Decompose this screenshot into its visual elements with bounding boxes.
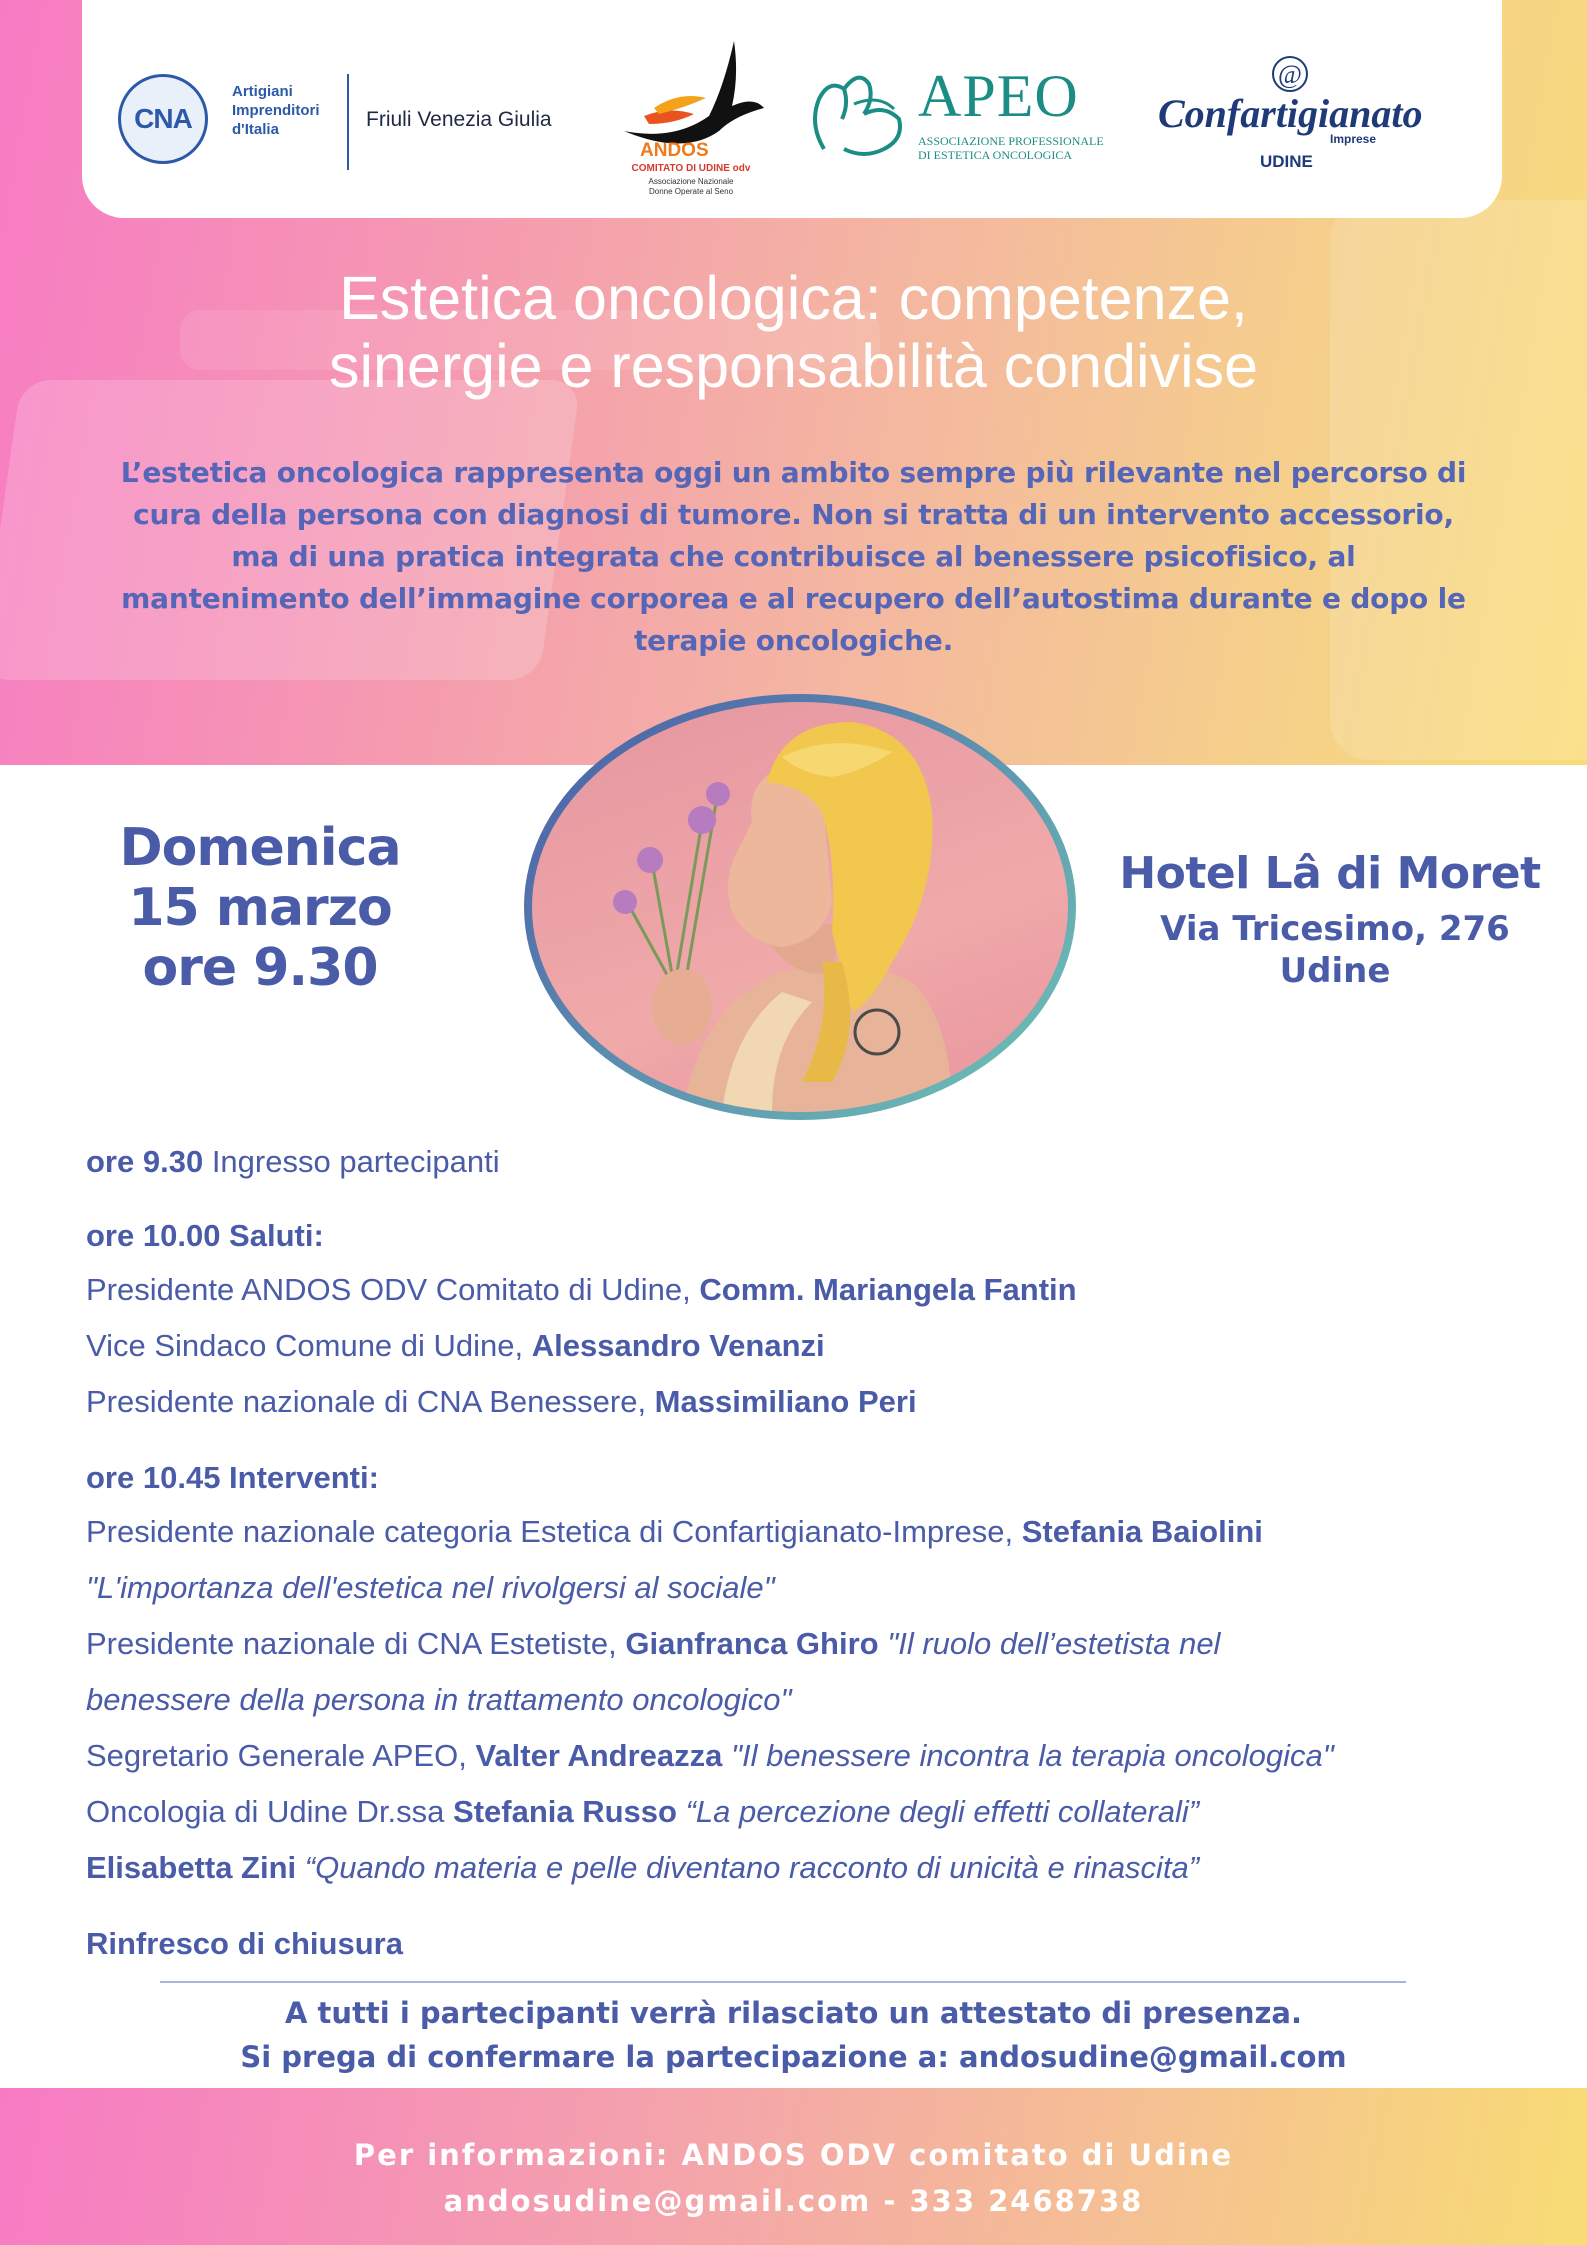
- program-item: [86, 1624, 1546, 1664]
- venue-city: Udine: [1279, 951, 1391, 991]
- footer-info: Per informazioni: ANDOS ODV comitato di Udine: [353, 2138, 1234, 2172]
- andos-desc-line: Donne Operate al Seno: [648, 187, 734, 196]
- speaker-role: Presidente nazionale di CNA Benessere,: [86, 1384, 655, 1419]
- program-item: [86, 1736, 1546, 1776]
- event-date: [70, 818, 450, 998]
- speaker-role: Presidente nazionale di CNA Estetiste,: [86, 1626, 626, 1661]
- speaker-role: Presidente ANDOS ODV Comitato di Udine,: [86, 1272, 700, 1307]
- venue-name: Hotel Lâ di Moret: [1119, 848, 1541, 899]
- speaker-role: Segretario Generale APEO,: [86, 1738, 476, 1773]
- speaker-name: Gianfranca Ghiro: [625, 1626, 879, 1661]
- cna-region: Friuli Venezia Giulia: [366, 108, 552, 131]
- section-heading: ore 10.45 Interventi:: [86, 1460, 379, 1495]
- program-item: [86, 1792, 1546, 1832]
- apeo-subtitle: [918, 134, 1104, 162]
- program-closing: [86, 1924, 1546, 1964]
- confartigianato-imprese: Imprese: [1330, 132, 1377, 146]
- footer-banner: [0, 2088, 1587, 2245]
- event-time: ore 9.30: [142, 938, 378, 998]
- event-day: Domenica: [119, 818, 401, 878]
- apeo-name: APEO: [918, 63, 1079, 129]
- rsvp-notice: Si prega di confermare la partecipazione a: andosudine@gmail.com: [240, 2040, 1347, 2074]
- title-line: sinergie e responsabilità condivise: [328, 332, 1259, 400]
- at-icon: @: [1272, 56, 1308, 92]
- woman-with-flowers-photo: [524, 694, 1076, 1120]
- event-date-text: 15 marzo: [128, 878, 392, 938]
- speaker-name: Comm. Mariangela Fantin: [699, 1272, 1077, 1307]
- program-item: [86, 1382, 1546, 1422]
- program-time: ore 9.30: [86, 1144, 204, 1179]
- program-text: Ingresso partecipanti: [203, 1144, 500, 1179]
- program-item: [86, 1326, 1546, 1366]
- andos-subtitle: COMITATO DI UDINE odv: [631, 163, 751, 174]
- program-item: [86, 1512, 1546, 1552]
- intro-paragraph: L’estetica oncologica rappresenta oggi un ambito sempre più rilevante nel percorso di cura della persona con diagnosi di tumore. Non si tratta di un intervento accessorio, ma di una pratica integrata che contribuisce al benessere psicofisico, al mantenimento dell’immagine corporea e al recupero dell’autostima durante e dopo le terapie oncologiche.: [120, 456, 1467, 657]
- speaker-role: Oncologia di Udine Dr.ssa: [86, 1794, 454, 1829]
- hands-icon: [804, 64, 914, 164]
- venue-street: Via Tricesimo, 276: [1160, 909, 1510, 949]
- cna-logo: [118, 74, 208, 164]
- program-heading: [86, 1216, 1546, 1256]
- speaker-name: Massimiliano Peri: [654, 1384, 917, 1419]
- section-heading: ore 10.00 Saluti:: [86, 1218, 324, 1253]
- program-item: [86, 1270, 1546, 1310]
- confartigianato-name: Confartigianato: [1158, 91, 1423, 136]
- speaker-role: Vice Sindaco Comune di Udine,: [86, 1328, 532, 1363]
- speaker-name: Stefania Russo: [453, 1794, 677, 1829]
- speaker-name: Elisabetta Zini: [86, 1850, 297, 1885]
- speaker-name: Valter Andreazza: [475, 1738, 723, 1773]
- apeo-sub-line: DI ESTETICA ONCOLOGICA: [918, 148, 1072, 162]
- andos-name: ANDOS: [640, 140, 709, 161]
- program-item: [86, 1568, 1546, 1608]
- cna-mark: CNA: [134, 103, 192, 134]
- talk-title: "L'importanza dell'estetica nel rivolgersi al sociale": [86, 1570, 775, 1605]
- andos-desc-line: Associazione Nazionale: [648, 177, 734, 186]
- apeo-sub-line: ASSOCIAZIONE PROFESSIONALE: [918, 134, 1104, 148]
- venue-address: [1085, 908, 1585, 992]
- speaker-role: Presidente nazionale categoria Estetica di Confartigianato-Imprese,: [86, 1514, 1022, 1549]
- cna-logo-text: [232, 82, 320, 139]
- footer-contact: andosudine@gmail.com - 333 2468738: [443, 2184, 1144, 2218]
- page-title: [0, 264, 1587, 400]
- speaker-name: Alessandro Venanzi: [531, 1328, 825, 1363]
- portrait-illustration: [532, 702, 1068, 1112]
- talk-title: “La percezione degli effetti collaterali”: [676, 1794, 1200, 1829]
- talk-title: "Il ruolo dell’estetista nel: [878, 1626, 1221, 1661]
- confartigianato-city: UDINE: [1260, 152, 1313, 171]
- talk-title: "Il benessere incontra la terapia oncologica": [722, 1738, 1334, 1773]
- cna-line: d'Italia: [232, 121, 279, 138]
- program-item: [86, 1848, 1546, 1888]
- talk-title: “Quando materia e pelle diventano racconto di unicità e rinascita”: [296, 1850, 1200, 1885]
- speaker-name: Stefania Baiolini: [1021, 1514, 1263, 1549]
- talk-title: benessere della persona in trattamento oncologico": [86, 1682, 792, 1717]
- program-heading: [86, 1458, 1546, 1498]
- cna-line: Imprenditori: [232, 102, 320, 119]
- title-line: Estetica oncologica: competenze,: [339, 264, 1248, 332]
- closing-text: Rinfresco di chiusura: [86, 1926, 403, 1961]
- cna-line: Artigiani: [232, 83, 293, 100]
- program-item: [86, 1142, 1546, 1182]
- photo-inner: [532, 702, 1068, 1112]
- divider: [160, 1981, 1406, 1983]
- divider: [347, 74, 349, 170]
- attendance-notice: A tutti i partecipanti verrà rilasciato un attestato di presenza.: [285, 1996, 1302, 2030]
- andos-description: [616, 177, 766, 197]
- program-item: [86, 1680, 1546, 1720]
